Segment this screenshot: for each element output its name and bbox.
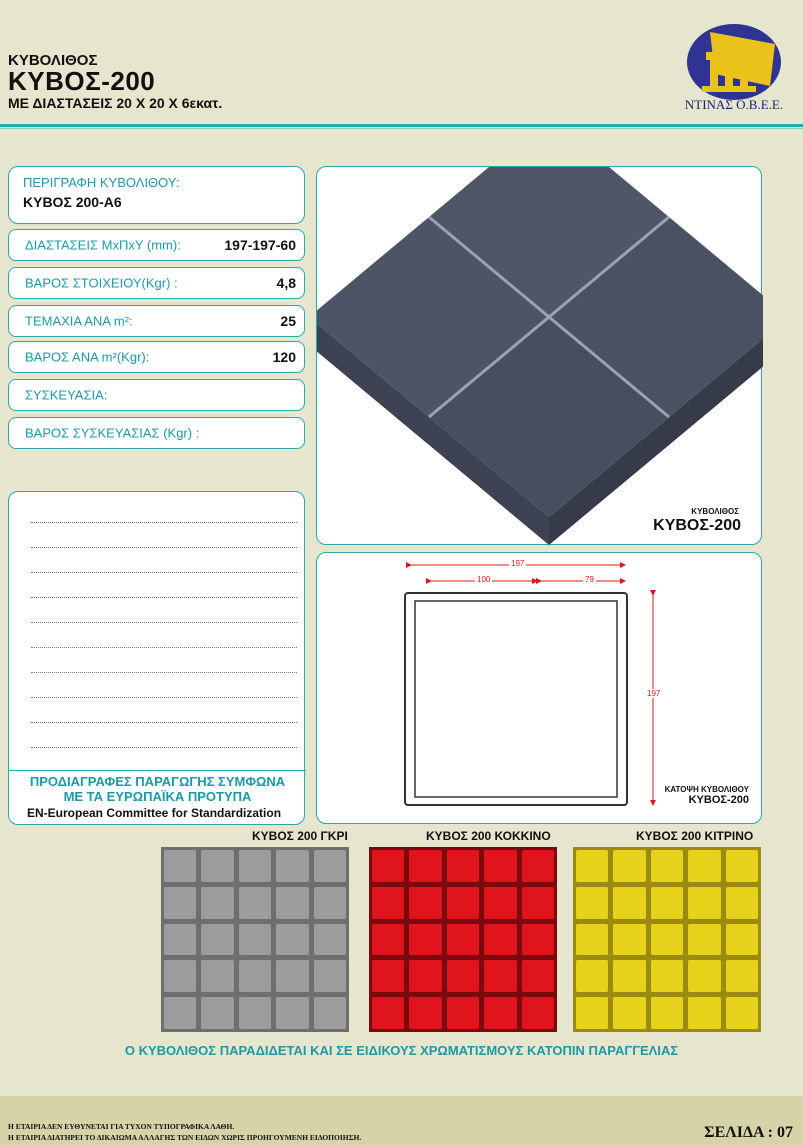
paver-3d-render bbox=[317, 167, 763, 546]
swatch-tile bbox=[612, 996, 646, 1030]
swatch-tile bbox=[408, 996, 442, 1030]
swatch-tile bbox=[238, 959, 272, 993]
swatch-tile bbox=[687, 849, 721, 883]
render-caption-big: ΚΥΒΟΣ-200 bbox=[653, 517, 741, 534]
swatch-tile bbox=[313, 923, 347, 957]
swatch-tile bbox=[446, 849, 480, 883]
swatch-tile bbox=[408, 923, 442, 957]
swatch-tile bbox=[200, 849, 234, 883]
swatch-tile bbox=[725, 886, 759, 920]
swatch-tile bbox=[575, 923, 609, 957]
description-value: ΚΥΒΟΣ 200-Α6 bbox=[23, 194, 122, 210]
spec-label: ΒΑΡΟΣ ΣΤΟΙΧΕΙΟΥ(Kgr) : bbox=[25, 275, 178, 291]
swatch-tile bbox=[650, 996, 684, 1030]
swatch-tile bbox=[408, 959, 442, 993]
swatch-tile bbox=[275, 886, 309, 920]
swatch-tile bbox=[521, 996, 555, 1030]
swatch-tile bbox=[313, 959, 347, 993]
swatch-tile bbox=[725, 923, 759, 957]
swatch-tile bbox=[650, 849, 684, 883]
swatch-tile bbox=[200, 996, 234, 1030]
swatch-tile bbox=[483, 849, 517, 883]
swatch-tile bbox=[725, 959, 759, 993]
swatch-tile bbox=[371, 996, 405, 1030]
company-name: ΝΤΙΝΑΣ Ο.Β.Ε.Ε. bbox=[684, 97, 784, 112]
note-line bbox=[31, 672, 297, 673]
product-title: ΚΥΒΟΣ-200 bbox=[8, 66, 156, 96]
swatch-tile bbox=[371, 959, 405, 993]
plan-dim-height: 197 bbox=[647, 689, 661, 698]
plan-dim-total: 197 bbox=[511, 559, 525, 568]
spec-label: ΔΙΑΣΤΑΣΕΙΣ ΜxΠxΥ (mm): bbox=[25, 237, 181, 253]
swatch-tile bbox=[483, 886, 517, 920]
product-dimensions: ΜΕ ΔΙΑΣΤΑΣΕΙΣ 20 Χ 20 Χ 6εκατ. bbox=[8, 95, 223, 111]
swatch-tile bbox=[650, 959, 684, 993]
swatch-tile bbox=[725, 996, 759, 1030]
swatch-tile bbox=[446, 923, 480, 957]
plan-box bbox=[316, 552, 762, 824]
standards-line-3: EN-European Committee for Standardization bbox=[27, 806, 282, 820]
note-line bbox=[31, 747, 297, 748]
notes-box bbox=[8, 491, 305, 825]
swatch-tile bbox=[275, 849, 309, 883]
spec-pieces-per-m2 bbox=[8, 305, 305, 337]
swatch-tile bbox=[575, 959, 609, 993]
swatch-tile bbox=[313, 849, 347, 883]
spec-label: ΒΑΡΟΣ ΣΥΣΚΕΥΑΣΙΑΣ (Kgr) : bbox=[25, 425, 200, 441]
swatch-tile bbox=[408, 849, 442, 883]
swatch-tile bbox=[483, 996, 517, 1030]
swatch-tile bbox=[687, 959, 721, 993]
standards-text bbox=[9, 774, 306, 804]
swatch-tile bbox=[275, 959, 309, 993]
footer-disclaimer-2: Η ΕΤΑΙΡΙΑ ΔΙΑΤΗΡΕΙ ΤΟ ΔΙΚΑΙΩΜΑ ΑΛΛΑΓΗΣ ΤΩΝ ΕΙΔΩΝ ΧΩΡΙΣ ΠΡΟΗΓΟΥΜΕΝΗ ΕΙΔΟΠΟΙΗΣΗ. bbox=[8, 1133, 362, 1142]
header-divider bbox=[0, 124, 803, 127]
swatch-tile bbox=[687, 886, 721, 920]
note-line bbox=[31, 547, 297, 548]
plan-caption-big: ΚΥΒΟΣ-200 bbox=[688, 794, 749, 806]
spec-packaging-weight bbox=[8, 417, 305, 449]
swatch-tile bbox=[200, 959, 234, 993]
render-box bbox=[316, 166, 762, 545]
swatch-title-grey: ΚΥΒΟΣ 200 ΓΚΡΙ bbox=[252, 829, 348, 843]
swatch-tile bbox=[687, 923, 721, 957]
note-line bbox=[31, 622, 297, 623]
swatch-tile bbox=[446, 886, 480, 920]
swatch-tile bbox=[275, 923, 309, 957]
swatch-tile bbox=[521, 923, 555, 957]
swatch-tile bbox=[163, 959, 197, 993]
swatch-tile bbox=[612, 923, 646, 957]
swatch-tile bbox=[200, 886, 234, 920]
category-label: ΚΥΒΟΛΙΘΟΣ bbox=[8, 52, 98, 69]
render-caption-small: ΚΥΒΟΛΙΘΟΣ bbox=[691, 507, 739, 516]
spec-dimensions bbox=[8, 229, 305, 261]
spec-weight-per-m2 bbox=[8, 341, 305, 373]
note-line bbox=[31, 597, 297, 598]
swatch-tile bbox=[521, 959, 555, 993]
swatch-tile bbox=[725, 849, 759, 883]
swatch-tile bbox=[687, 996, 721, 1030]
swatch-grid-yellow bbox=[573, 847, 761, 1032]
swatch-tile bbox=[371, 849, 405, 883]
swatch-tile bbox=[483, 959, 517, 993]
swatch-tile bbox=[521, 849, 555, 883]
plan-dim-left: 100 bbox=[477, 575, 491, 584]
swatch-tile bbox=[371, 886, 405, 920]
swatch-tile bbox=[521, 886, 555, 920]
swatch-tile bbox=[313, 886, 347, 920]
swatch-tile bbox=[483, 923, 517, 957]
spec-label: ΣΥΣΚΕΥΑΣΙΑ: bbox=[25, 387, 108, 403]
note-line bbox=[31, 522, 297, 523]
header-divider-thin bbox=[0, 128, 803, 129]
swatch-tile bbox=[200, 923, 234, 957]
swatch-tile bbox=[163, 923, 197, 957]
standards-line-2: ΜΕ ΤΑ ΕΥΡΩΠΑΪΚΑ ΠΡΟΤΥΠΑ bbox=[63, 789, 252, 804]
swatch-tile bbox=[612, 959, 646, 993]
footer-disclaimer-1: Η ΕΤΑΙΡΙΑ ΔΕΝ ΕΥΘΥΝΕΤΑΙ ΓΙΑ ΤΥΧΟΝ ΤΥΠΟΓΡΑΦΙΚΑ ΛΑΘΗ. bbox=[8, 1122, 235, 1131]
standards-line-1: ΠΡΟΔΙΑΓΡΑΦΕΣ ΠΑΡΑΓΩΓΗΣ ΣΥΜΦΩΝΑ bbox=[29, 774, 286, 789]
swatch-grid-grey bbox=[161, 847, 349, 1032]
footer bbox=[0, 1096, 803, 1145]
spec-value: 120 bbox=[272, 349, 296, 365]
swatch-tile bbox=[163, 886, 197, 920]
note-line bbox=[31, 647, 297, 648]
page-number: ΣΕΛΙΔΑ : 07 bbox=[704, 1124, 793, 1141]
spec-label: ΒΑΡΟΣ ΑΝΑ m²(Kgr): bbox=[25, 349, 150, 365]
note-line bbox=[31, 572, 297, 573]
swatch-tile bbox=[575, 849, 609, 883]
swatch-tile bbox=[163, 996, 197, 1030]
swatch-tile bbox=[408, 886, 442, 920]
swatch-tile bbox=[575, 886, 609, 920]
swatch-tile bbox=[238, 886, 272, 920]
swatch-tile bbox=[446, 996, 480, 1030]
swatch-tile bbox=[163, 849, 197, 883]
swatch-tile bbox=[650, 923, 684, 957]
swatch-tile bbox=[575, 996, 609, 1030]
swatch-grid-red bbox=[369, 847, 557, 1032]
swatch-tile bbox=[238, 996, 272, 1030]
description-box bbox=[8, 166, 305, 224]
swatch-tile bbox=[612, 849, 646, 883]
swatch-tile bbox=[238, 849, 272, 883]
swatch-tile bbox=[371, 923, 405, 957]
spec-label: ΤΕΜΑΧΙΑ ΑΝΑ m²: bbox=[25, 313, 133, 329]
swatch-title-red: ΚΥΒΟΣ 200 ΚΟΚΚΙΝΟ bbox=[426, 829, 551, 843]
plan-dim-right: 79 bbox=[585, 575, 594, 584]
note-line bbox=[31, 722, 297, 723]
swatch-tile bbox=[612, 886, 646, 920]
description-label: ΠΕΡΙΓΡΑΦΗ ΚΥΒΟΛΙΘΟΥ: bbox=[23, 175, 180, 190]
custom-colors-note: Ο ΚΥΒΟΛΙΘΟΣ ΠΑΡΑΔΙΔΕΤΑΙ ΚΑΙ ΣΕ ΕΙΔΙΚΟΥΣ ΧΡΩΜΑΤΙΣΜΟΥΣ ΚΑΤΟΠΙΝ ΠΑΡΑΓΓΕΛΙΑΣ bbox=[124, 1043, 679, 1058]
spec-unit-weight bbox=[8, 267, 305, 299]
swatch-tile bbox=[650, 886, 684, 920]
spec-value: 4,8 bbox=[276, 275, 296, 291]
swatch-tile bbox=[238, 923, 272, 957]
spec-value: 25 bbox=[280, 313, 296, 329]
notes-divider bbox=[9, 770, 306, 771]
swatch-title-yellow: ΚΥΒΟΣ 200 ΚΙΤΡΙΝΟ bbox=[636, 829, 754, 843]
swatch-tile bbox=[275, 996, 309, 1030]
swatch-tile bbox=[313, 996, 347, 1030]
note-line bbox=[31, 697, 297, 698]
swatch-tile bbox=[446, 959, 480, 993]
spec-packaging bbox=[8, 379, 305, 411]
spec-value: 197-197-60 bbox=[224, 237, 296, 253]
plan-caption-small: ΚΑΤΟΨΗ ΚΥΒΟΛΙΘΟΥ bbox=[664, 785, 749, 794]
